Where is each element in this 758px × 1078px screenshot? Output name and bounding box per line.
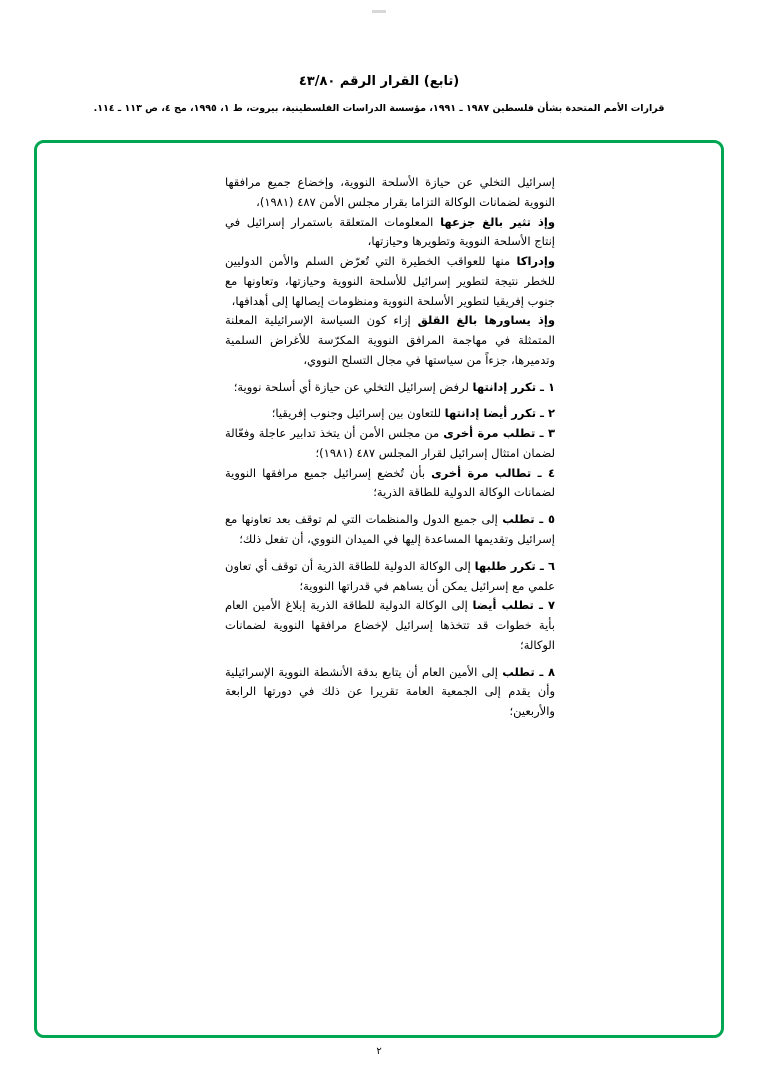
paragraph-1-text: إسرائيل التخلي عن حيازة الأسلحة النووية، وإخضاع جميع مرافقها النووية لضمانات الوكالة التزاما بقرار مجلس الأمن ٤٨٧ (١٩٨١)، <box>225 175 555 209</box>
content-frame <box>34 140 724 1038</box>
page-top-mark <box>372 10 386 13</box>
clause-7 <box>225 596 555 655</box>
page-source-citation: قرارات الأمم المتحدة بشأن فلسطين ١٩٨٧ ـ ١٩٩١، مؤسسة الدراسات الفلسطينية، بيروت، ط ١، ١٩٩٥، مج ٤، ص ١١٣ ـ ١١٤. <box>93 103 665 114</box>
paragraph-2-text: المعلومات المتعلقة باستمرار إسرائيل في إنتاج الأسلحة النووية وتطويرها وحيازتها، <box>225 214 555 249</box>
clause-3-text: من مجلس الأمن أن يتخذ تدابير عاجلة وفعّالة لضمان امتثال إسرائيل لقرار المجلس ٤٨٧ (١٩٨١)؛ <box>225 426 555 460</box>
clause-1-text: لرفض إسرائيل التخلي عن حيازة أي أسلحة نووية؛ <box>233 379 473 394</box>
paragraph-1 <box>225 173 555 213</box>
clause-1-lead: ١ ـ تكرر إدانتها <box>472 379 555 394</box>
clause-6 <box>225 557 555 597</box>
document-body <box>225 173 555 722</box>
clause-5 <box>225 510 555 550</box>
clause-7-text: إلى الوكالة الدولية للطاقة الذرية إبلاغ الأمين العام بأية خطوات قد تتخذها إسرائيل لإخضاع مرافقها النووية لضمانات الوكالة؛ <box>225 598 555 652</box>
clause-2-lead: ٢ ـ تكرر أيضا إدانتها <box>444 406 555 421</box>
clause-6-text: إلى الوكالة الدولية للطاقة الذرية أن توقف أي تعاون علمي مع إسرائيل يمكن أن يساهم في قدراتها النووية؛ <box>225 558 555 593</box>
paragraph-4-text: إزاء كون السياسة الإسرائيلية المعلنة المتمثلة في مهاجمة المرافق النووية المكرّسة للأغراض السلمية وتدميرها، جزءاً من سياستها في مجال التسلح النووي، <box>225 313 555 367</box>
clause-3-lead: ٣ ـ تطلب مرة أخرى <box>443 426 555 441</box>
clause-1 <box>225 378 555 398</box>
clause-6-lead: ٦ ـ تكرر طلبها <box>474 558 555 573</box>
paragraph-4-lead: وإذ يساورها بالغ القلق <box>417 313 555 328</box>
paragraph-2 <box>225 213 555 253</box>
clause-2-text: للتعاون بين إسرائيل وجنوب إفريقيا؛ <box>271 406 445 421</box>
clause-5-lead: ٥ ـ تطلب <box>502 512 555 527</box>
page-title: (تابع) القرار الرقم ٤٣/٨٠ <box>298 74 460 89</box>
paragraph-2-lead: وإذ تثير بالغ جزعها <box>440 214 556 229</box>
clause-8-lead: ٨ ـ تطلب <box>502 664 555 679</box>
page-number: ٢ <box>376 1046 382 1057</box>
clause-8-text: إلى الأمين العام أن يتابع بدقة الأنشطة النووية الإسرائيلية وأن يقدم إلى الجمعية العامة تقريرا عن ذلك في دورتها الرابعة والأربعين؛ <box>225 664 555 719</box>
clause-8 <box>225 663 555 722</box>
clause-7-lead: ٧ ـ تطلب أيضا <box>472 598 555 613</box>
clause-4 <box>225 464 555 504</box>
paragraph-3-lead: وإدراكا <box>516 254 555 269</box>
clause-4-lead: ٤ ـ تطالب مرة أخرى <box>431 465 555 480</box>
clause-3 <box>225 424 555 464</box>
paragraph-4 <box>225 311 555 370</box>
paragraph-3-text: منها للعواقب الخطيرة التي تُعرّض السلم والأمن الدوليين للخطر نتيجة لتطوير إسرائيل للأسلحة النووية وحيازتها، وتعاونها مع جنوب إفريقيا لتطوير الأسلحة النووية ومنظومات إيصالها إلى أهدافها، <box>225 254 555 308</box>
clause-2 <box>225 404 555 424</box>
clause-4-text: بأن تُخضع إسرائيل جميع مرافقها النووية لضمانات الوكالة الدولية للطاقة الذرية؛ <box>225 465 555 500</box>
paragraph-3 <box>225 252 555 311</box>
clause-5-text: إلى جميع الدول والمنظمات التي لم توقف بعد تعاونها مع إسرائيل وتقديمها المساعدة إليها في الميدان النووي، أن تفعل ذلك؛ <box>225 512 555 547</box>
